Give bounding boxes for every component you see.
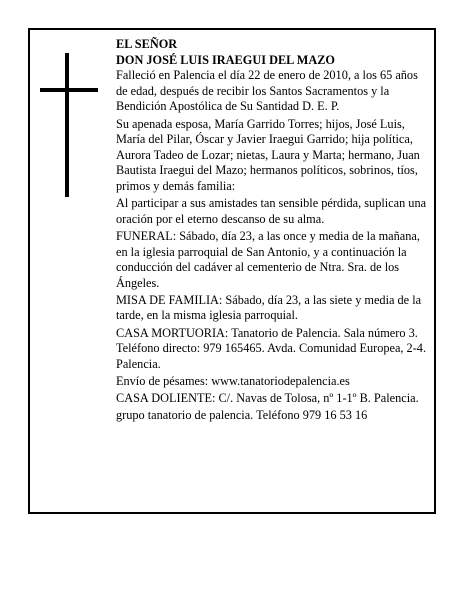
- notice-text: [116, 37, 428, 426]
- notice-title-line-1: EL SEÑOR: [116, 37, 178, 51]
- death-announcement: Falleció en Palencia el día 22 de enero de 2010, a los 65 años de edad, después de recibir los Santos Sacramentos y la Bendición Apostólica de Su Santidad D. E. P.: [116, 68, 418, 114]
- condolences-website: Envío de pésames: www.tanatoriodepalencia.es: [116, 374, 350, 389]
- funeral-group-phone: grupo tanatorio de palencia. Teléfono 979 16 53 16: [116, 408, 368, 423]
- cross-vertical-bar: [65, 53, 69, 197]
- family-mass-info: MISA DE FAMILIA: Sábado, día 23, a las siete y media de la tarde, en la misma iglesia parroquial.: [116, 292, 422, 323]
- prayer-request: Al participar a sus amistades tan sensible pérdida, suplican una oración por el eterno descanso de su alma.: [116, 196, 427, 226]
- funeral-info: FUNERAL: Sábado, día 23, a las once y media de la mañana, en la iglesia parroquial de San Antonio, y a continuación la conducción del cadáver al cementerio de Ntra. Sra. de los Ángeles.: [116, 228, 420, 290]
- cross-icon: [40, 53, 98, 197]
- family-home-address: CASA DOLIENTE: C/. Navas de Tolosa, nº 1-1º B. Palencia.: [116, 391, 419, 406]
- cross-horizontal-bar: [40, 88, 98, 92]
- deceased-name: DON JOSÉ LUIS IRAEGUI DEL MAZO: [116, 52, 335, 67]
- family-list: Su apenada esposa, María Garrido Torres; hijos, José Luis, María del Pilar, Óscar y Javier Iraegui Garrido; hija política, Aurora Tadeo de Lozar; nietas, Laura y Marta; hermano, Juan Bautista Iraegui del Mazo; hermanos políticos, sobrinos, tíos, primos y demás familia:: [116, 116, 420, 193]
- funeral-home-info: CASA MORTUORIA: Tanatorio de Palencia. Sala número 3. Teléfono directo: 979 165465. Avda. Comunidad Europea, 2-4. Palencia.: [116, 325, 427, 371]
